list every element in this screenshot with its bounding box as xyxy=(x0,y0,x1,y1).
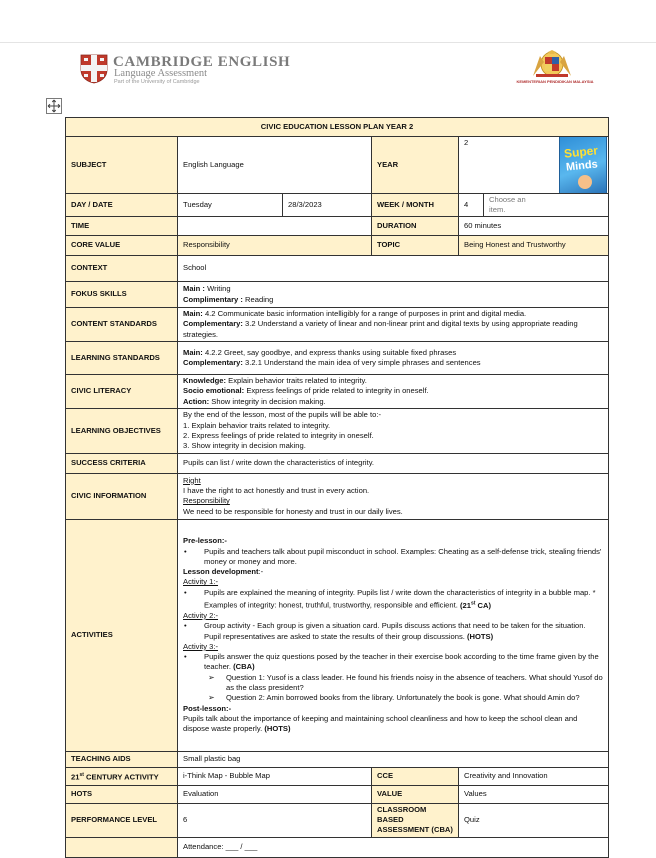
table-row xyxy=(66,453,609,473)
hots-cell[interactable]: Evaluation xyxy=(178,785,372,803)
civic-literacy-label: CIVIC LITERACY xyxy=(66,374,178,408)
content-standards-label: CONTENT STANDARDS xyxy=(66,308,178,342)
fokus-skills-cell[interactable] xyxy=(178,282,609,308)
cce-label: CCE xyxy=(372,767,459,785)
civic-resp-text: We need to be responsible for honesty and trust in our daily lives. xyxy=(183,506,403,516)
success-criteria-cell[interactable]: Pupils can list / write down the characteristics of integrity. xyxy=(178,453,609,473)
century-activity-cell[interactable]: i-Think Map - Bubble Map xyxy=(178,767,372,785)
activities-label: ACTIVITIES xyxy=(66,519,178,751)
table-row xyxy=(66,519,609,751)
context-cell[interactable]: School xyxy=(178,256,609,282)
ls-main-key: Main: xyxy=(183,347,203,357)
content-comp-key: Complementary: xyxy=(183,319,243,329)
year-label: YEAR xyxy=(372,137,459,194)
activity-2-text xyxy=(183,621,603,642)
value-label: VALUE xyxy=(372,785,459,803)
day-date-label: DAY / DATE xyxy=(66,194,178,217)
activity-2-heading: Activity 2:- xyxy=(183,610,219,620)
post-lesson-text xyxy=(183,714,603,735)
cambridge-shield-icon xyxy=(80,54,108,84)
time-cell[interactable] xyxy=(178,217,372,236)
century-label-sup: st xyxy=(79,771,84,778)
page-top-rule xyxy=(0,42,656,43)
textbook-cover-image xyxy=(559,137,607,194)
activity-3-body: Pupils answer the quiz questions posed by the teacher in their exercise book according to the time frame given by the teacher. xyxy=(204,652,599,672)
objective-line: 2. Express feelings of pride related to integrity in oneself. xyxy=(183,430,374,440)
day-cell[interactable]: Tuesday xyxy=(178,194,283,217)
civic-resp-heading: Responsibility xyxy=(183,496,230,506)
value-cell[interactable]: Values xyxy=(459,785,609,803)
table-row xyxy=(66,236,609,256)
table-row xyxy=(66,194,609,217)
moe-caption: KEMENTERIAN PENDIDIKAN MALAYSIA xyxy=(516,79,594,84)
lesson-plan-title[interactable]: CIVIC EDUCATION LESSON PLAN YEAR 2 xyxy=(66,118,609,137)
date-cell[interactable]: 28/3/2023 xyxy=(283,194,372,217)
cl-action-key: Action: xyxy=(183,396,210,406)
quiz-question-1: ➢ Question 1: Yusof is a class leader. He found his friends noisy in the absence of teachers. What should Yusof do as the class president? xyxy=(183,673,603,694)
civic-information-cell[interactable] xyxy=(178,473,609,519)
cce-cell[interactable]: Creativity and Innovation xyxy=(459,767,609,785)
subject-cell[interactable]: English Language xyxy=(178,137,372,194)
century-label-text: CENTURY ACTIVITY xyxy=(86,772,159,782)
year-value: 2 xyxy=(464,138,469,147)
objective-line: 3. Show integrity in decision making. xyxy=(183,441,306,451)
month-dropdown[interactable]: Choose an item. xyxy=(489,195,526,214)
table-row xyxy=(66,308,609,342)
activity-1-heading: Activity 1:- xyxy=(183,577,219,587)
quiz-question-2: ➢ Question 2: Amin borrowed books from the library. Unfortunately the book is gone. What should Amin do? xyxy=(183,693,603,703)
table-row xyxy=(66,217,609,236)
table-row xyxy=(66,785,609,803)
content-standards-cell[interactable] xyxy=(178,308,609,342)
attendance-cell[interactable]: Attendance: ___ / ___ xyxy=(178,837,609,857)
cba-label: CLASSROOM BASED ASSESSMENT (CBA) xyxy=(372,803,459,837)
activity-3-text xyxy=(183,652,603,673)
civic-right-text: I have the right to act honestly and trust in every action. xyxy=(183,486,370,496)
table-row xyxy=(66,118,609,137)
cover-title-2: Minds xyxy=(565,158,599,174)
performance-level-cell[interactable]: 6 xyxy=(178,803,372,837)
post-lesson-body: Pupils talk about the importance of keeping and maintaining school cleanliness and how to keep the school clean and dispose waste properly. xyxy=(183,713,578,734)
moe-crest-icon xyxy=(527,50,577,78)
core-value-label: CORE VALUE xyxy=(66,236,178,256)
content-comp: 3.2 Understand a variety of linear and non-linear print and digital texts by using appropriate reading strategies. xyxy=(183,319,578,339)
activity-2-body: Group activity - Each group is given a situation card. Pupils discuss actions that need to be taken for the situation. Pupil representatives are asked to state the results of their group discussions. xyxy=(204,621,586,641)
year-cell[interactable] xyxy=(459,137,609,194)
ls-comp-key: Complementary: xyxy=(183,357,243,367)
teaching-aids-cell[interactable]: Small plastic bag xyxy=(178,751,609,767)
activity-3-heading: Activity 3:- xyxy=(183,641,219,651)
cl-action: Show integrity in decision making. xyxy=(211,396,326,406)
fokus-main-key: Main : xyxy=(183,284,205,294)
cl-knowledge: Explain behavior traits related to integrity. xyxy=(228,375,367,385)
subject-label: SUBJECT xyxy=(66,137,178,194)
success-criteria-label: SUCCESS CRITERIA xyxy=(66,453,178,473)
civic-information-label: CIVIC INFORMATION xyxy=(66,473,178,519)
activity-1-tag: (21 xyxy=(459,600,471,610)
hots-label: HOTS xyxy=(66,785,178,803)
table-row xyxy=(66,341,609,374)
activity-1-text xyxy=(183,588,603,611)
cba-cell[interactable]: Quiz xyxy=(459,803,609,837)
post-lesson-heading: Post-lesson:- xyxy=(183,703,232,713)
learning-standards-cell[interactable] xyxy=(178,341,609,374)
civic-literacy-cell[interactable] xyxy=(178,374,609,408)
activity-1-tag-sup: st xyxy=(470,600,476,607)
activity-2-tag: (HOTS) xyxy=(466,631,494,641)
table-row xyxy=(66,282,609,308)
objective-line: By the end of the lesson, most of the pupils will be able to:- xyxy=(183,410,381,420)
table-row xyxy=(66,751,609,767)
cl-socio-key: Socio emotional: xyxy=(183,386,245,396)
core-value-cell[interactable]: Responsibility xyxy=(178,236,372,256)
activity-3-tag: (CBA) xyxy=(233,662,255,672)
cambridge-title: CAMBRIDGE ENGLISH xyxy=(113,54,291,70)
activity-1-body: Pupils are explained the meaning of integrity. Pupils list / write down the characteristics of integrity in a bubble map. * Examples of integrity: honest, truthful, trustworthy, responsible and efficient. xyxy=(204,587,596,610)
fokus-main: Writing xyxy=(207,284,231,294)
lesson-dev-heading: Lesson development xyxy=(183,567,259,577)
context-label: CONTEXT xyxy=(66,256,178,282)
table-row xyxy=(66,837,609,857)
cambridge-english-logo xyxy=(80,54,290,86)
cover-character xyxy=(578,175,592,189)
table-row xyxy=(66,137,609,194)
duration-cell[interactable]: 60 minutes xyxy=(459,217,609,236)
ministry-of-education-logo xyxy=(505,50,605,86)
table-move-handle-icon[interactable] xyxy=(46,98,62,114)
learning-standards-label: LEARNING STANDARDS xyxy=(66,341,178,374)
duration-label: DURATION xyxy=(372,217,459,236)
table-row xyxy=(66,767,609,785)
table-row xyxy=(66,256,609,282)
century-label-num: 21 xyxy=(71,772,80,782)
fokus-comp: Reading xyxy=(245,294,274,304)
century-activity-label xyxy=(66,767,178,785)
cambridge-subtitle: Language Assessment xyxy=(114,68,208,79)
time-label: TIME xyxy=(66,217,178,236)
performance-level-label: PERFORMANCE LEVEL xyxy=(66,803,178,837)
topic-label: TOPIC xyxy=(372,236,459,256)
month-cell[interactable] xyxy=(484,194,609,217)
lesson-dev-suffix: :- xyxy=(258,567,264,577)
content-main-key: Main: xyxy=(183,309,203,318)
cambridge-part-of: Part of the University of Cambridge xyxy=(114,79,200,85)
week-cell[interactable]: 4 xyxy=(459,194,484,217)
table-row xyxy=(66,374,609,408)
pre-lesson-text: • Pupils and teachers talk about pupil misconduct in school. Examples: Cheating as a self-defense trick, stealing friends' money or money and more. xyxy=(183,547,603,568)
table-row xyxy=(66,408,609,453)
fokus-comp-key: Complimentary : xyxy=(183,294,243,304)
cl-knowledge-key: Knowledge: xyxy=(183,375,227,385)
topic-cell[interactable]: Being Honest and Trustworthy xyxy=(459,236,609,256)
learning-objectives-label: LEARNING OBJECTIVES xyxy=(66,408,178,453)
table-row xyxy=(66,473,609,519)
attendance-label xyxy=(66,837,178,857)
teaching-aids-label: TEACHING AIDS xyxy=(66,751,178,767)
post-lesson-tag: (HOTS) xyxy=(264,724,291,734)
ls-main: 4.2.2 Greet, say goodbye, and express thanks using suitable fixed phrases xyxy=(204,347,457,357)
table-row xyxy=(66,803,609,837)
cover-title-1: Super xyxy=(563,143,599,161)
activity-1-tag-end: CA) xyxy=(477,600,492,610)
ls-comp: 3.2.1 Understand the main idea of very simple phrases and sentences xyxy=(245,357,481,367)
cl-socio: Express feelings of pride related to integrity in oneself. xyxy=(246,386,429,396)
lesson-plan-table xyxy=(65,117,609,858)
pre-lesson-heading: Pre-lesson:- xyxy=(183,536,227,546)
objective-line: 1. Explain behavior traits related to integrity. xyxy=(183,420,331,430)
learning-objectives-cell[interactable] xyxy=(178,408,609,453)
activities-cell[interactable] xyxy=(178,519,609,751)
week-month-label: WEEK / MONTH xyxy=(372,194,459,217)
civic-right-heading: Right xyxy=(183,475,201,485)
fokus-skills-label: FOKUS SKILLS xyxy=(66,282,178,308)
content-main: 4.2 Communicate basic information intelligibly for a range of purposes in print and digital media. xyxy=(204,309,527,318)
